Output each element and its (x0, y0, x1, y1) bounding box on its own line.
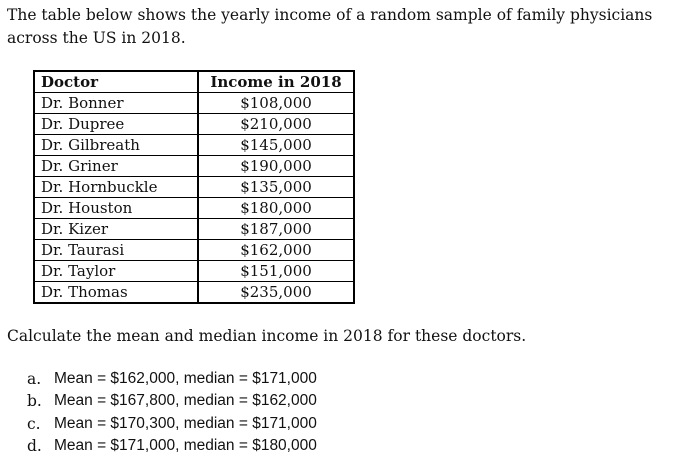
intro-text: The table below shows the yearly income of a random sample of family physicians across the US in 2018. (7, 6, 653, 47)
doctor-income: $187,000 (198, 219, 354, 240)
doctor-name: Dr. Houston (34, 198, 198, 219)
doctor-income: $145,000 (198, 135, 354, 156)
doctor-income: $108,000 (198, 93, 354, 114)
question-text: Calculate the mean and median income in 2018 for these doctors. (7, 327, 527, 345)
header-doctor: Doctor (34, 71, 198, 93)
option-text: Mean = $162,000, median = $171,000 (54, 370, 317, 387)
doctor-name: Dr. Bonner (34, 93, 198, 114)
doctor-income: $235,000 (198, 282, 354, 304)
doctor-name: Dr. Hornbuckle (34, 177, 198, 198)
table-header-row (34, 71, 354, 93)
option-text: Mean = $170,300, median = $171,000 (54, 414, 317, 432)
doctor-income: $162,000 (198, 240, 354, 261)
doctor-income: $190,000 (198, 156, 354, 177)
header-income: Income in 2018 (198, 71, 354, 93)
income-table (33, 70, 355, 304)
option-text: Mean = $171,000, median = $180,000 (54, 436, 317, 454)
option-letter: d. (27, 436, 42, 455)
doctor-income: $151,000 (198, 261, 354, 282)
doctor-income: $210,000 (198, 114, 354, 135)
table-row (34, 282, 354, 304)
doctor-name: Dr. Gilbreath (34, 135, 198, 156)
answer-option-c[interactable] (27, 413, 317, 435)
table-row (34, 177, 354, 198)
option-letter: a. (27, 370, 42, 388)
doctor-name: Dr. Kizer (34, 219, 198, 240)
doctor-income: $135,000 (198, 177, 354, 198)
table-row (34, 240, 354, 261)
doctor-name: Dr. Taurasi (34, 240, 198, 261)
doctor-name: Dr. Griner (34, 156, 198, 177)
table-row (34, 261, 354, 282)
option-letter: c. (27, 414, 41, 433)
table-row (34, 198, 354, 219)
option-text: Mean = $167,800, median = $162,000 (54, 392, 317, 410)
doctor-name: Dr. Dupree (34, 114, 198, 135)
doctor-name: Dr. Taylor (34, 261, 198, 282)
option-letter: b. (27, 392, 42, 411)
table-row (34, 219, 354, 240)
answer-option-a[interactable] (27, 368, 317, 390)
table-row (34, 93, 354, 114)
doctor-name: Dr. Thomas (34, 282, 198, 304)
doctor-income: $180,000 (198, 198, 354, 219)
answer-options (27, 368, 317, 457)
table-row (34, 114, 354, 135)
table-row (34, 135, 354, 156)
answer-option-b[interactable] (27, 390, 317, 412)
table-row (34, 156, 354, 177)
